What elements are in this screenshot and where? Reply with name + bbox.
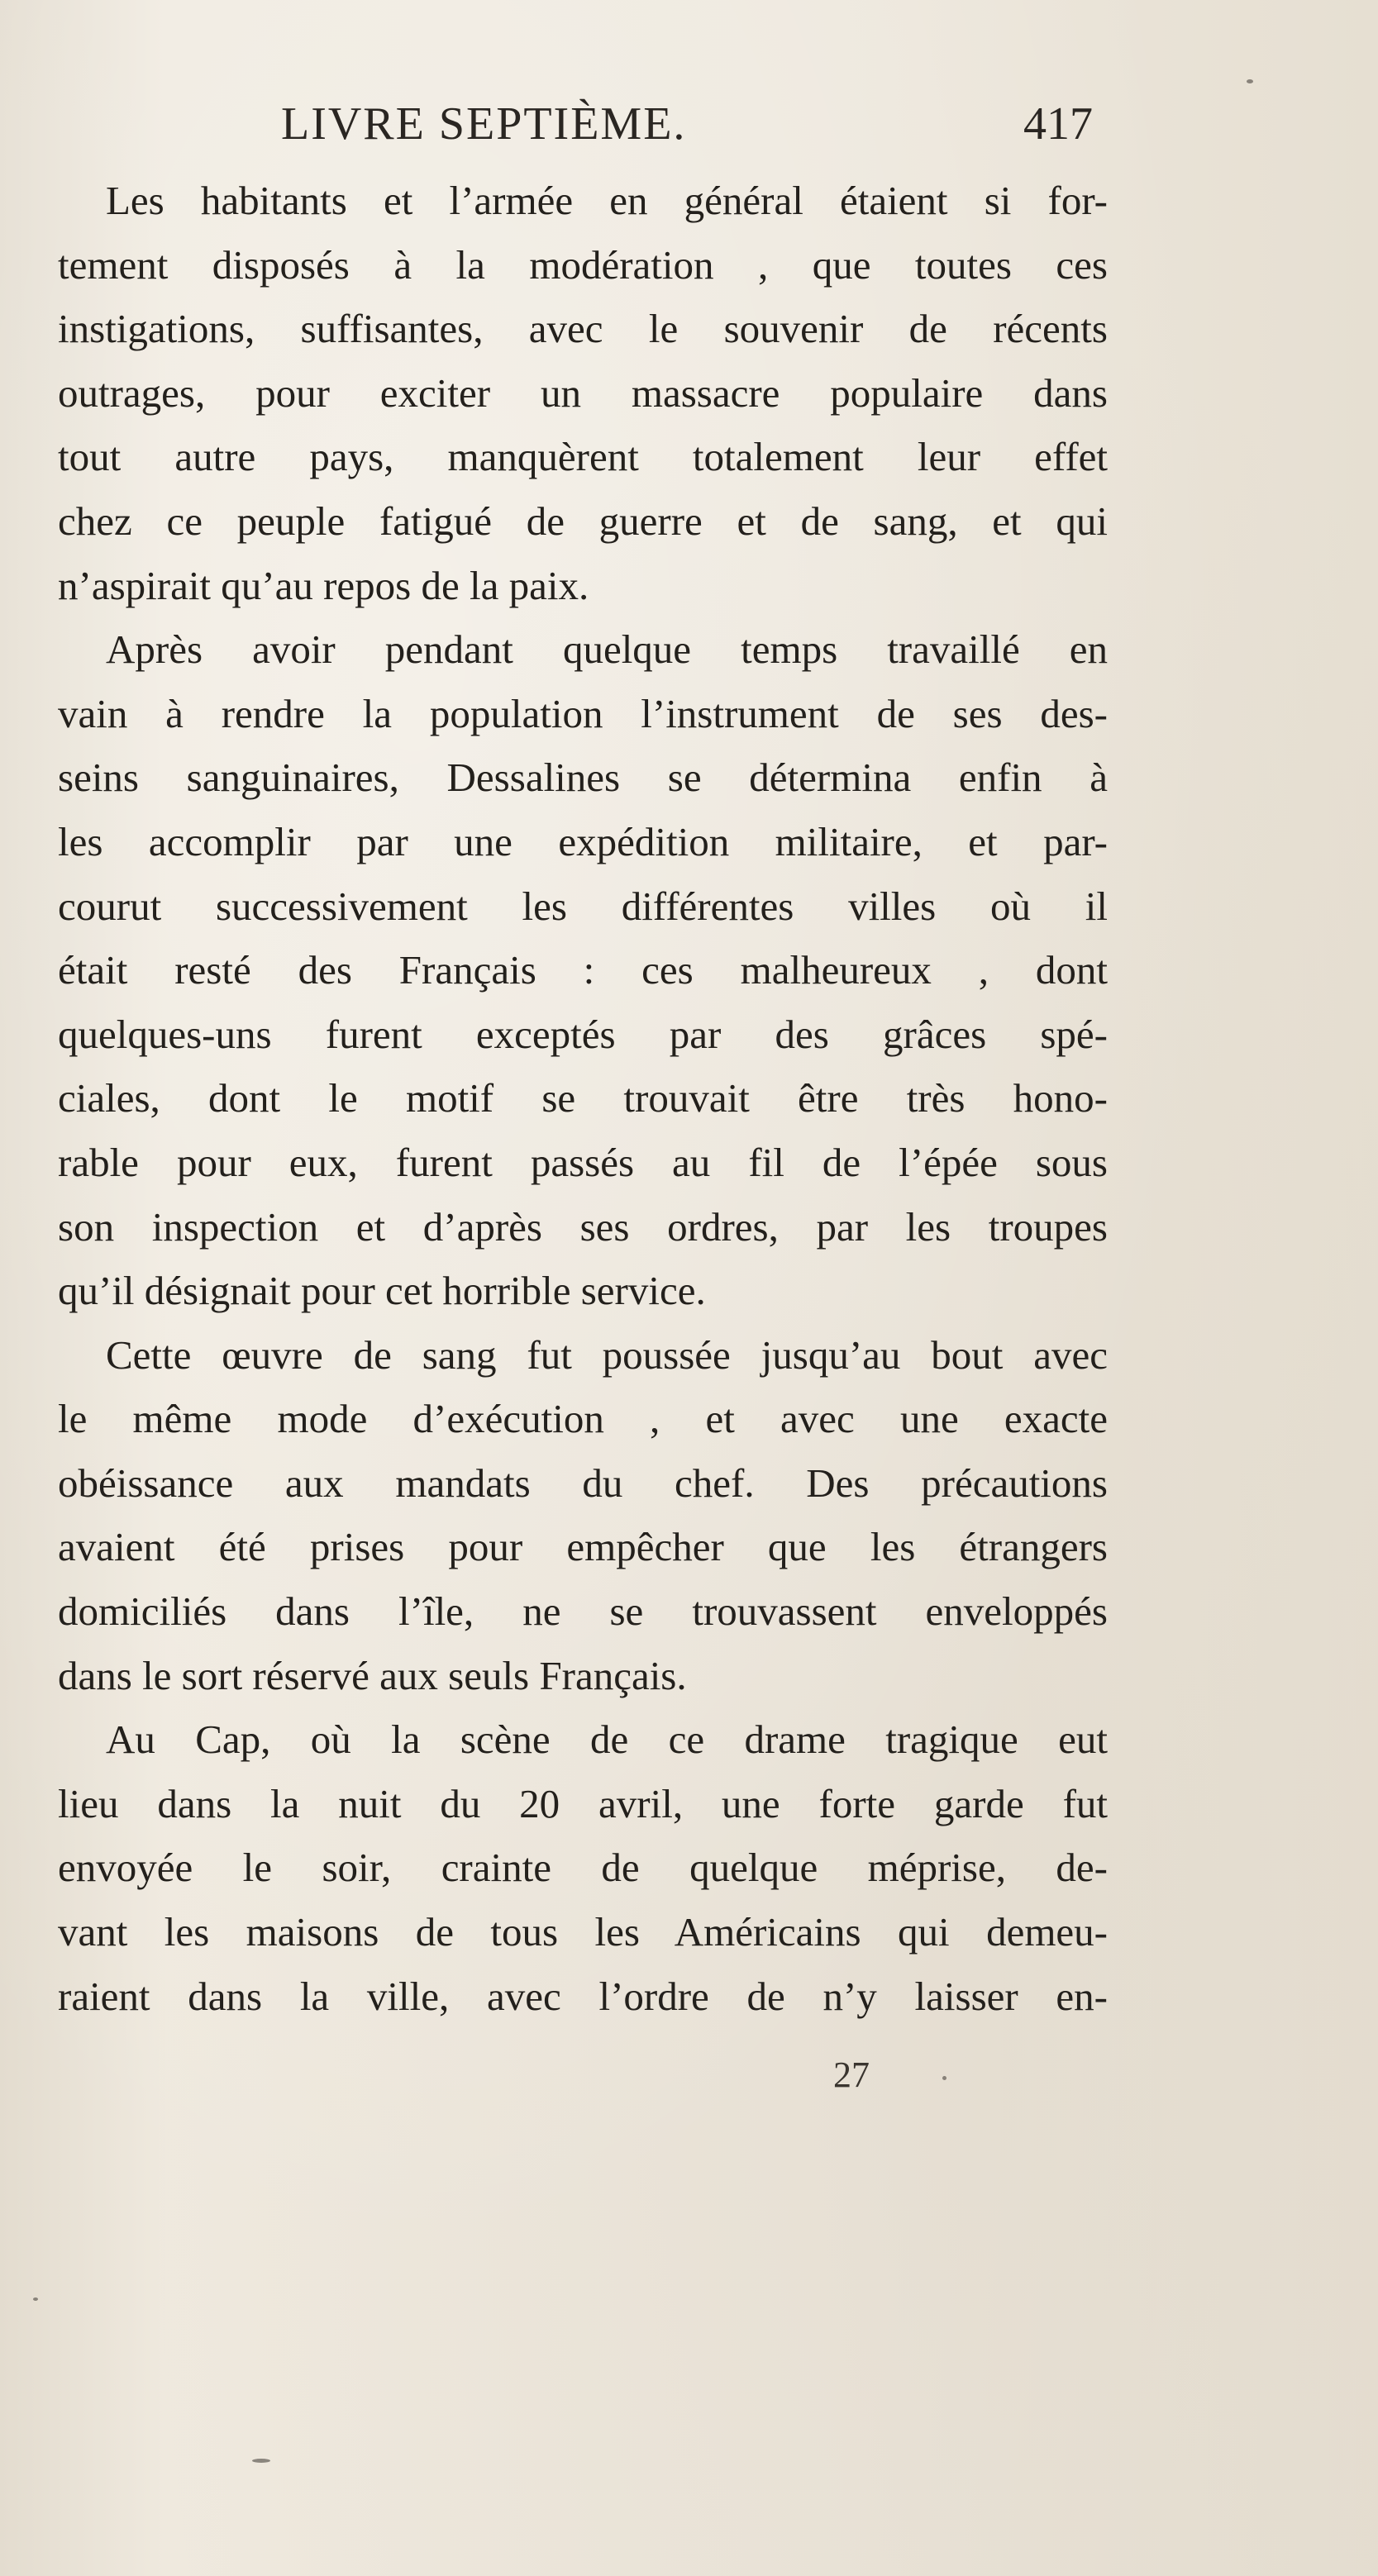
text-line: avaient été prises pour empêcher que les étrangers	[58, 1524, 1108, 1570]
text-line: domiciliés dans l’île, ne se trouvassent enveloppés	[58, 1588, 1108, 1635]
text-line: tout autre pays, manquèrent totalement leur effet	[58, 434, 1108, 480]
text-line: dans le sort réservé aux seuls Français.	[58, 1652, 687, 1698]
text-line: chez ce peuple fatigué de guerre et de sang, et qui	[58, 498, 1108, 544]
text-line: Les habitants et l’armée en général étaient si for-	[106, 178, 1108, 223]
text-line: raient dans la ville, avec l’ordre de n’y laisser en-	[58, 1973, 1108, 2019]
text-line: les accomplir par une expédition militaire, et par-	[58, 818, 1108, 864]
signature-mark: 27	[833, 2055, 870, 2095]
paper-speck	[1247, 79, 1253, 83]
page-number: 417	[1023, 98, 1093, 150]
text-line: son inspection et d’après ses ordres, par les troupes	[58, 1203, 1108, 1250]
text-line: rable pour eux, furent passés au fil de l’épée sous	[58, 1139, 1108, 1185]
text-line: Après avoir pendant quelque temps travaillé en	[106, 626, 1108, 673]
text-line: Cette œuvre de sang fut poussée jusqu’au bout avec	[106, 1331, 1108, 1378]
page-header	[0, 98, 1378, 164]
text-line: obéissance aux mandats du chef. Des précautions	[58, 1459, 1108, 1506]
running-title: LIVRE SEPTIÈME.	[281, 98, 687, 150]
text-line: n’aspirait qu’au repos de la paix.	[58, 562, 589, 608]
text-line: quelques-uns furent exceptés par des grâces spé-	[58, 1011, 1108, 1057]
text-line: seins sanguinaires, Dessalines se détermina enfin à	[58, 755, 1108, 801]
text-line: instigations, suffisantes, avec le souvenir de récents	[58, 306, 1108, 352]
body-text	[58, 169, 1108, 2028]
paper-speck	[252, 2459, 270, 2463]
text-line: qu’il désignait pour cet horrible service.	[58, 1268, 706, 1314]
text-line: courut successivement les différentes villes où il	[58, 883, 1108, 929]
text-line: le même mode d’exécution , et avec une exacte	[58, 1396, 1108, 1442]
paper-speck	[33, 2297, 38, 2301]
text-line: tement disposés à la modération , que toutes ces	[58, 241, 1108, 288]
text-line: vant les maisons de tous les Américains qui demeu-	[58, 1909, 1108, 1955]
text-line: Au Cap, où la scène de ce drame tragique eut	[106, 1717, 1108, 1763]
text-line: envoyée le soir, crainte de quelque méprise, de-	[58, 1845, 1108, 1891]
text-line: vain à rendre la population l’instrument de ses des-	[58, 690, 1108, 736]
paper-speck	[942, 2076, 946, 2080]
text-line: outrages, pour exciter un massacre populaire dans	[58, 369, 1108, 416]
text-line: ciales, dont le motif se trouvait être très hono-	[58, 1075, 1108, 1121]
text-line: était resté des Français : ces malheureux , dont	[58, 947, 1108, 993]
text-line: lieu dans la nuit du 20 avril, une forte garde fut	[58, 1780, 1108, 1826]
